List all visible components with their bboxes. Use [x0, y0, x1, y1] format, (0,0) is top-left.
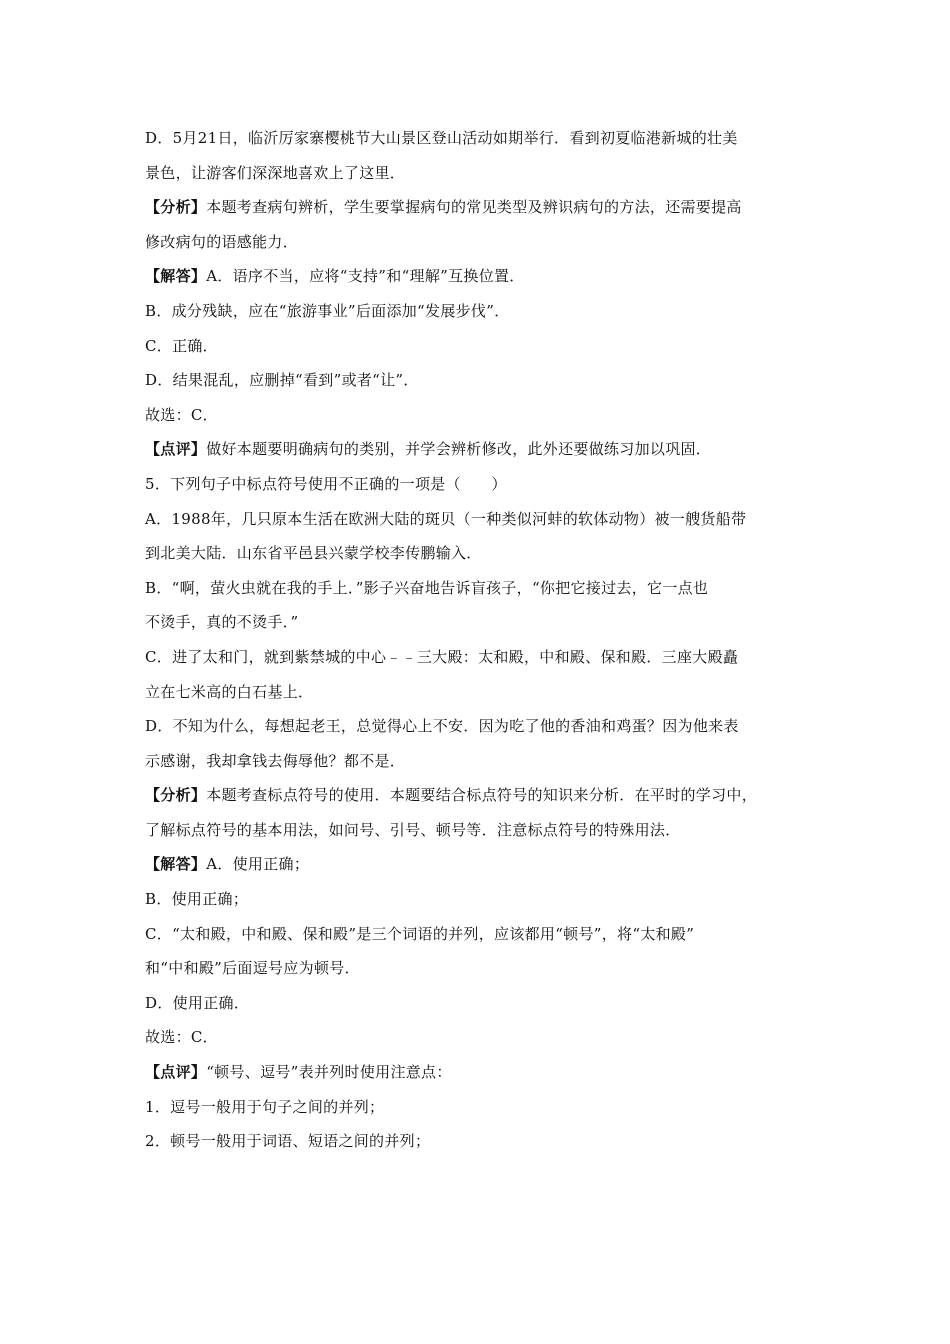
- section-tag: 【点评】: [145, 440, 207, 459]
- text-line: [145, 159, 815, 194]
- comment-line: [145, 1058, 815, 1093]
- line-text: A．1988年，几只原本生活在欧洲大陆的斑贝（一种类似河蚌的软体动物）被一艘货船带: [145, 509, 747, 528]
- section-tag: 【分析】: [145, 198, 207, 217]
- line-text: 和“中和殿”后面逗号应为顿号．: [145, 959, 360, 978]
- text-line: [145, 989, 815, 1024]
- text-line: [145, 747, 815, 782]
- answer-line: [145, 262, 815, 297]
- line-text: 2．顿号一般用于词语、短语之间的并列；: [145, 1132, 431, 1151]
- text-line: [145, 816, 815, 851]
- line-text: D．5月21日，临沂厉家寨樱桃节大山景区登山活动如期举行．看到初夏临港新城的壮美: [145, 129, 738, 147]
- text-line: [145, 643, 815, 678]
- text-line: [145, 885, 815, 920]
- text-line: [145, 678, 815, 713]
- text-line: [145, 124, 815, 159]
- section-tag: 【解答】: [145, 267, 207, 286]
- line-text: 到北美大陆．山东省平邑县兴蒙学校李传鹏输入．: [145, 544, 482, 563]
- text-line: [145, 574, 815, 609]
- line-text: 1．逗号一般用于句子之间的并列；: [145, 1097, 385, 1116]
- section-tag: 【点评】: [145, 1063, 207, 1082]
- document-body: [145, 124, 815, 1162]
- text-line: [145, 1127, 815, 1162]
- line-text: A．语序不当，应将“支持”和“理解”互换位置．: [206, 267, 525, 286]
- text-line: [145, 366, 815, 401]
- text-line: [145, 920, 815, 955]
- line-text: B．使用正确；: [145, 890, 249, 909]
- section-tag: 【分析】: [145, 786, 207, 805]
- section-tag: 【解答】: [145, 855, 207, 874]
- line-text: B．“啊，萤火虫就在我的手上．”影子兴奋地告诉盲孩子，“你把它接过去，它一点也: [145, 578, 709, 597]
- line-text: 了解标点符号的基本用法，如问号、引号、顿号等．注意标点符号的特殊用法．: [145, 820, 681, 839]
- line-text: 做好本题要明确病句的类别，并学会辨析修改，此外还要做练习加以巩固．: [206, 440, 712, 459]
- text-line: [145, 505, 815, 540]
- analysis-line: [145, 193, 815, 228]
- text-line: [145, 539, 815, 574]
- line-text: “顿号、逗号”表并列时使用注意点：: [206, 1063, 452, 1082]
- line-text: 故选：C．: [145, 405, 218, 424]
- line-text: D．结果混乱，应删掉“看到”或者“让”．: [145, 371, 419, 390]
- question-line: [145, 470, 815, 505]
- text-line: [145, 401, 815, 436]
- text-line: [145, 332, 815, 367]
- text-line: [145, 1093, 815, 1128]
- comment-line: [145, 435, 815, 470]
- line-text: 景色，让游客们深深地喜欢上了这里．: [145, 163, 406, 182]
- line-text: 本题考查病句辨析，学生要掌握病句的常见类型及辨识病句的方法，还需要提高: [206, 198, 742, 217]
- line-text: 5．下列句子中标点符号使用不正确的一项是（ ）: [145, 474, 507, 493]
- text-line: [145, 297, 815, 332]
- line-text: D．使用正确．: [145, 993, 250, 1012]
- line-text: 示感谢，我却拿钱去侮辱他？都不是．: [145, 751, 406, 770]
- line-text: 立在七米高的白石基上．: [145, 682, 314, 701]
- line-text: A．使用正确；: [206, 855, 310, 874]
- line-text: 故选：C．: [145, 1028, 218, 1047]
- line-text: C．进了太和门，就到紫禁城的中心﹣﹣三大殿：太和殿，中和殿、保和殿．三座大殿矗: [145, 647, 739, 666]
- text-line: [145, 228, 815, 263]
- line-text: C．“太和殿，中和殿、保和殿”是三个词语的并列，应该都用“顿号”，将“太和殿”: [145, 924, 695, 943]
- answer-line: [145, 850, 815, 885]
- line-text: D．不知为什么，每想起老王，总觉得心上不安．因为吃了他的香油和鸡蛋？因为他来表: [145, 717, 739, 736]
- line-text: 不烫手，真的不烫手．”: [145, 613, 299, 632]
- line-text: C．正确．: [145, 336, 218, 355]
- line-text: 本题考查标点符号的使用．本题要结合标点符号的知识来分析．在平时的学习中，: [206, 786, 758, 805]
- line-text: B．成分残缺，应在“旅游事业”后面添加“发展步伐”．: [145, 301, 510, 320]
- text-line: [145, 712, 815, 747]
- text-line: [145, 1023, 815, 1058]
- text-line: [145, 608, 815, 643]
- line-text: 修改病句的语感能力．: [145, 232, 299, 251]
- analysis-line: [145, 781, 815, 816]
- text-line: [145, 954, 815, 989]
